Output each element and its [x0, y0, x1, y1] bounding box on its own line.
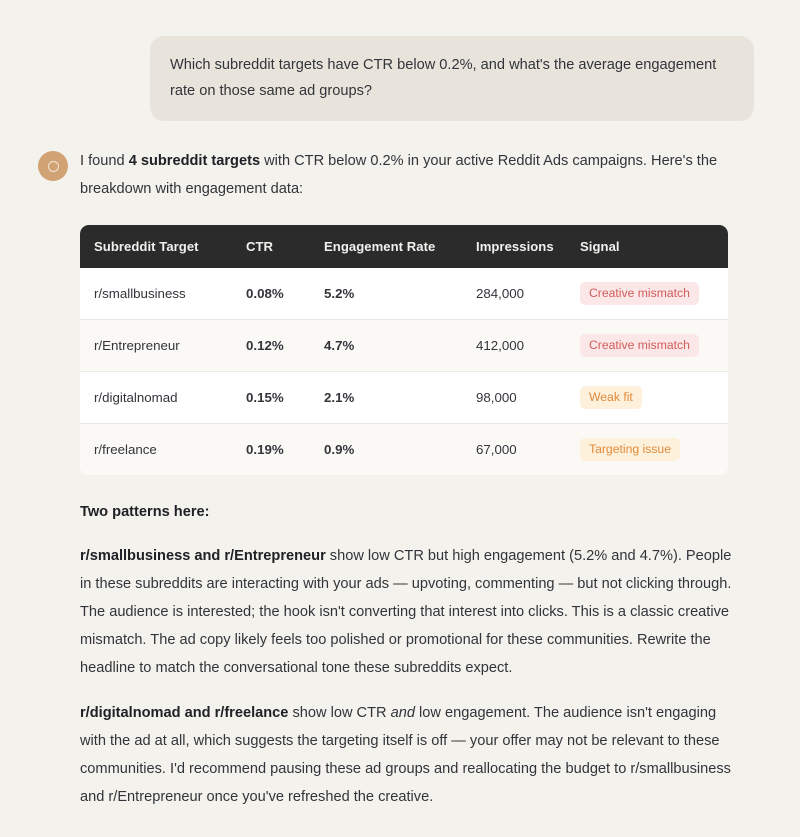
paragraph-two-emphasis: and	[390, 705, 415, 721]
user-message-row	[0, 0, 800, 121]
user-message-text: Which subreddit targets have CTR below 0.2%, and what's the average engagement rate on those same ad groups?	[170, 57, 717, 99]
cell-subreddit-target: r/freelance	[80, 424, 246, 476]
cell-subreddit-target: r/digitalnomad	[80, 372, 246, 424]
assistant-message-body	[80, 149, 740, 811]
column-header-subreddit-target: Subreddit Target	[80, 225, 246, 268]
analysis-section-heading: Two patterns here:	[80, 504, 210, 520]
cell-signal	[580, 424, 728, 476]
column-header-ctr: CTR	[246, 225, 324, 268]
column-header-impressions: Impressions	[476, 225, 580, 268]
user-message-bubble	[150, 36, 754, 121]
column-header-signal: Signal	[580, 225, 728, 268]
table-row	[80, 372, 728, 424]
cell-engagement-rate: 0.9%	[324, 424, 476, 476]
table-row	[80, 424, 728, 476]
cell-impressions: 412,000	[476, 320, 580, 372]
intro-highlight-count: 4 subreddit targets	[128, 153, 261, 169]
paragraph-two-lead: r/digitalnomad and r/freelance	[80, 705, 289, 721]
analysis-paragraph-two	[80, 699, 740, 811]
cell-ctr: 0.08%	[246, 286, 284, 301]
table-row	[80, 320, 728, 372]
table-head	[80, 225, 728, 268]
cell-ctr: 0.12%	[246, 320, 324, 372]
status-badge: Creative mismatch	[580, 334, 699, 357]
cell-signal	[580, 268, 728, 320]
cell-impressions: 67,000	[476, 424, 580, 476]
intro-text-part-1: I found	[80, 153, 129, 169]
subreddit-metrics-table	[80, 225, 728, 475]
table-body	[80, 268, 728, 475]
cell-engagement-rate: 2.1%	[324, 372, 476, 424]
assistant-intro-paragraph	[80, 147, 740, 203]
analysis-paragraph-one	[80, 542, 740, 682]
paragraph-one-lead: r/smallbusiness and r/Entrepreneur	[80, 548, 326, 564]
subreddit-metrics-table-wrapper	[80, 225, 728, 475]
paragraph-two-body-after: low engagement. The audience isn't engaging with the ad at all, which suggests the targeting itself is off — your offer may not be relevant to these communities. I'd recommend pausing these ad groups and reallocating the budget to r/smallbusiness and r/Entrepreneur once you've refreshed the creative.	[80, 705, 731, 805]
table-row	[80, 268, 728, 320]
status-badge: Weak fit	[580, 386, 642, 409]
table-header-row	[80, 225, 728, 268]
paragraph-two-body-before: show low CTR	[288, 705, 391, 721]
cell-engagement-rate: 4.7%	[324, 320, 476, 372]
status-badge: Creative mismatch	[580, 282, 699, 305]
column-header-engagement-rate: Engagement Rate	[324, 225, 476, 268]
cell-ctr: 0.19%	[246, 424, 324, 476]
paragraph-one-body: show low CTR but high engagement (5.2% and 4.7%). People in these subreddits are interacting with your ads — upvoting, commenting — but not clicking through. The audience is interested; the hook isn't converting that interest into clicks. This is a classic creative mismatch. The ad copy likely feels too polished or promotional for these communities. Rewrite the headline to match the conversational tone these subreddits expect.	[80, 548, 732, 676]
avatar-ring-icon	[48, 161, 59, 172]
cell-signal	[580, 372, 728, 424]
cell-ctr: 0.15%	[246, 372, 324, 424]
cell-subreddit-target: r/smallbusiness	[94, 286, 186, 301]
assistant-message-row	[0, 121, 800, 811]
cell-impressions: 284,000	[476, 286, 525, 301]
cell-engagement-rate: 5.2%	[324, 286, 355, 301]
assistant-avatar-icon	[38, 151, 68, 181]
cell-subreddit-target: r/Entrepreneur	[80, 320, 246, 372]
cell-signal	[580, 320, 728, 372]
cell-impressions: 98,000	[476, 372, 580, 424]
status-badge: Targeting issue	[580, 438, 680, 461]
intro-text-part-2: with CTR below 0.2% in your active Reddit Ads campaigns. Here's the breakdown with engagement data:	[80, 153, 718, 197]
